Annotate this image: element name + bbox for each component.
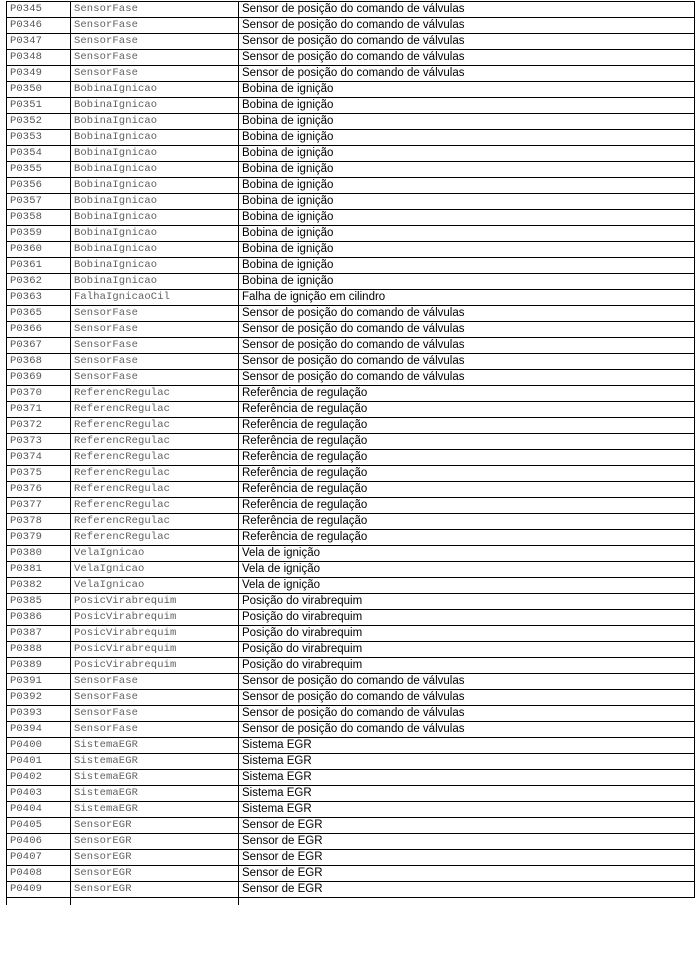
cell-description: Sistema EGR [239,786,695,802]
table-row [7,498,695,514]
cell-code: P0379 [7,530,71,546]
table-row [7,722,695,738]
cell-code: P0401 [7,754,71,770]
table-row [7,34,695,50]
table-row [7,98,695,114]
cell-code: P0368 [7,354,71,370]
cell-description: Sistema EGR [239,738,695,754]
cell-identifier: ReferencRegulac [71,498,239,514]
cell-code: P0345 [7,2,71,18]
cell-identifier: SistemaEGR [71,754,239,770]
table-row [7,370,695,386]
cell-code: P0371 [7,402,71,418]
cell-identifier: SensorEGR [71,818,239,834]
table-row [7,514,695,530]
cell-identifier: BobinaIgnicao [71,226,239,242]
table-row [7,306,695,322]
cell-code: P0405 [7,818,71,834]
table-row [7,770,695,786]
cell-description: Referência de regulação [239,450,695,466]
table-row [7,354,695,370]
cell-description: Posição do virabrequim [239,594,695,610]
cell-description: Sensor de posição do comando de válvulas [239,722,695,738]
cell-description: Sensor de posição do comando de válvulas [239,690,695,706]
cell-description: Bobina de ignição [239,258,695,274]
table-row [7,482,695,498]
cell-code: P0346 [7,18,71,34]
cell-description: Sensor de posição do comando de válvulas [239,50,695,66]
cell-identifier: SensorFase [71,50,239,66]
cell-identifier: SensorFase [71,34,239,50]
table-row [7,2,695,18]
cell-identifier: PosicVirabrequim [71,610,239,626]
table-row [7,834,695,850]
table-row [7,226,695,242]
cell-identifier: ReferencRegulac [71,418,239,434]
table-row [7,418,695,434]
table-row [7,706,695,722]
cell-identifier: PosicVirabrequim [71,594,239,610]
cell-identifier: SensorFase [71,322,239,338]
cell-identifier: SensorFase [71,306,239,322]
table-row [7,866,695,882]
cell-description: Bobina de ignição [239,194,695,210]
cell-identifier: VelaIgnicao [71,546,239,562]
cell-description: Referência de regulação [239,386,695,402]
table-row [7,754,695,770]
cell-description: Referência de regulação [239,498,695,514]
cell-code: P0348 [7,50,71,66]
cell-description: Referência de regulação [239,402,695,418]
cell-code: P0378 [7,514,71,530]
table-row [7,546,695,562]
cell-identifier: SensorFase [71,674,239,690]
cell-description: Sensor de posição do comando de válvulas [239,370,695,386]
cell-identifier: VelaIgnicao [71,562,239,578]
cell-code: P0374 [7,450,71,466]
table-row [7,562,695,578]
cell-identifier: BobinaIgnicao [71,98,239,114]
cell-description: Sensor de posição do comando de válvulas [239,354,695,370]
cell-code: P0407 [7,850,71,866]
cell-identifier: SensorFase [71,690,239,706]
cell-code: P0351 [7,98,71,114]
cell-description: Posição do virabrequim [239,626,695,642]
cell-description: Vela de ignição [239,546,695,562]
cell-identifier: SensorEGR [71,882,239,898]
cell-identifier: SensorFase [71,66,239,82]
cell-identifier: BobinaIgnicao [71,82,239,98]
table-row [7,690,695,706]
cell-identifier: ReferencRegulac [71,434,239,450]
table-row [7,114,695,130]
cell-description: Sensor de posição do comando de válvulas [239,338,695,354]
cell-code: P0403 [7,786,71,802]
cell-code: P0402 [7,770,71,786]
cell-identifier: PosicVirabrequim [71,626,239,642]
cell-identifier: ReferencRegulac [71,530,239,546]
cell-description: Bobina de ignição [239,82,695,98]
cell-code: P0356 [7,178,71,194]
cell-code: P0353 [7,130,71,146]
cell-code: P0358 [7,210,71,226]
table-row [7,434,695,450]
cell-identifier: VelaIgnicao [71,578,239,594]
table-row [7,594,695,610]
table-row [7,850,695,866]
cell-description: Vela de ignição [239,562,695,578]
cell-code: P0376 [7,482,71,498]
cell-code: P0404 [7,802,71,818]
cell-description: Referência de regulação [239,530,695,546]
table-row [7,338,695,354]
cell-code: P0406 [7,834,71,850]
cell-description: Sensor de EGR [239,866,695,882]
table-row [7,818,695,834]
table-row [7,386,695,402]
table-row [7,738,695,754]
cell-description: Bobina de ignição [239,274,695,290]
table-row [7,274,695,290]
cell-description: Referência de regulação [239,466,695,482]
cell-code: P0359 [7,226,71,242]
table-row [7,402,695,418]
table-row [7,290,695,306]
cell-description: Sensor de posição do comando de válvulas [239,322,695,338]
cell-code: P0354 [7,146,71,162]
cell-code: P0391 [7,674,71,690]
cell-code: P0362 [7,274,71,290]
cell-code: P0370 [7,386,71,402]
cell-code: P0408 [7,866,71,882]
table-row [7,18,695,34]
cell-code: P0393 [7,706,71,722]
cell-identifier: BobinaIgnicao [71,146,239,162]
cell-code: P0355 [7,162,71,178]
cell-code: P0357 [7,194,71,210]
cell-code [7,898,71,906]
cell-code: P0367 [7,338,71,354]
cell-description: Referência de regulação [239,514,695,530]
cell-identifier: BobinaIgnicao [71,258,239,274]
cell-description: Falha de ignição em cilindro [239,290,695,306]
table-row [7,194,695,210]
cell-identifier: SistemaEGR [71,786,239,802]
cell-identifier: BobinaIgnicao [71,130,239,146]
table-row [7,322,695,338]
cell-identifier: PosicVirabrequim [71,642,239,658]
cell-code: P0388 [7,642,71,658]
cell-description: Bobina de ignição [239,130,695,146]
cell-description: Sistema EGR [239,770,695,786]
cell-identifier: SensorFase [71,2,239,18]
cell-description: Referência de regulação [239,434,695,450]
cell-code: P0349 [7,66,71,82]
cell-identifier: SistemaEGR [71,770,239,786]
cell-description: Sensor de EGR [239,882,695,898]
table-row [7,162,695,178]
cell-description: Bobina de ignição [239,98,695,114]
cell-identifier: ReferencRegulac [71,386,239,402]
cell-description: Sensor de posição do comando de válvulas [239,706,695,722]
cell-description: Sensor de posição do comando de válvulas [239,674,695,690]
cell-identifier: SensorEGR [71,866,239,882]
table-row [7,258,695,274]
cell-identifier: PosicVirabrequim [71,658,239,674]
cell-identifier: SensorFase [71,722,239,738]
cell-code: P0365 [7,306,71,322]
cell-code: P0385 [7,594,71,610]
cell-code: P0394 [7,722,71,738]
cell-description: Bobina de ignição [239,162,695,178]
table-row-partial [7,898,695,906]
cell-description: Sensor de posição do comando de válvulas [239,34,695,50]
cell-code: P0366 [7,322,71,338]
cell-identifier: BobinaIgnicao [71,242,239,258]
table-row [7,674,695,690]
cell-description: Referência de regulação [239,482,695,498]
cell-identifier: SensorEGR [71,834,239,850]
cell-description: Sensor de posição do comando de válvulas [239,18,695,34]
table-row [7,50,695,66]
table-row [7,178,695,194]
cell-identifier: BobinaIgnicao [71,210,239,226]
cell-code: P0361 [7,258,71,274]
cell-description: Sensor de posição do comando de válvulas [239,306,695,322]
cell-identifier: SensorFase [71,370,239,386]
cell-identifier: SistemaEGR [71,802,239,818]
table-row [7,610,695,626]
cell-identifier: BobinaIgnicao [71,162,239,178]
cell-identifier: BobinaIgnicao [71,274,239,290]
cell-code: P0392 [7,690,71,706]
cell-code: P0381 [7,562,71,578]
cell-identifier: ReferencRegulac [71,514,239,530]
cell-description: Bobina de ignição [239,114,695,130]
cell-identifier: BobinaIgnicao [71,114,239,130]
table-row [7,658,695,674]
cell-description: Sensor de EGR [239,818,695,834]
cell-identifier: BobinaIgnicao [71,194,239,210]
cell-identifier: SensorFase [71,338,239,354]
cell-description: Sistema EGR [239,754,695,770]
cell-desc [239,898,695,906]
cell-description: Bobina de ignição [239,242,695,258]
table-row [7,530,695,546]
table-row [7,642,695,658]
cell-identifier: ReferencRegulac [71,466,239,482]
cell-code: P0373 [7,434,71,450]
cell-code: P0360 [7,242,71,258]
cell-description: Bobina de ignição [239,226,695,242]
table-row [7,66,695,82]
cell-code: P0350 [7,82,71,98]
cell-description: Bobina de ignição [239,146,695,162]
cell-description: Bobina de ignição [239,178,695,194]
cell-code: P0369 [7,370,71,386]
table-body [7,2,695,906]
table-row [7,146,695,162]
table-row [7,626,695,642]
cell-code: P0386 [7,610,71,626]
cell-identifier: SensorFase [71,18,239,34]
table-row [7,450,695,466]
table-row [7,210,695,226]
table-row [7,802,695,818]
cell-identifier: FalhaIgnicaoCil [71,290,239,306]
document-page [0,1,696,959]
cell-description: Sensor de posição do comando de válvulas [239,2,695,18]
table-row [7,130,695,146]
cell-description: Vela de ignição [239,578,695,594]
cell-identifier: SistemaEGR [71,738,239,754]
cell-description: Bobina de ignição [239,210,695,226]
table-row [7,578,695,594]
cell-code: P0380 [7,546,71,562]
cell-description: Posição do virabrequim [239,658,695,674]
table-row [7,882,695,898]
cell-description: Referência de regulação [239,418,695,434]
cell-code: P0389 [7,658,71,674]
cell-identifier: SensorEGR [71,850,239,866]
cell-code: P0347 [7,34,71,50]
cell-identifier: BobinaIgnicao [71,178,239,194]
cell-code: P0409 [7,882,71,898]
fault-code-table [6,1,695,905]
cell-description: Posição do virabrequim [239,610,695,626]
cell-code: P0363 [7,290,71,306]
cell-name [71,898,239,906]
cell-identifier: SensorFase [71,354,239,370]
table-row [7,242,695,258]
cell-code: P0400 [7,738,71,754]
table-row [7,466,695,482]
cell-identifier: ReferencRegulac [71,402,239,418]
cell-code: P0382 [7,578,71,594]
cell-description: Sensor de EGR [239,850,695,866]
table-row [7,82,695,98]
cell-code: P0375 [7,466,71,482]
cell-code: P0377 [7,498,71,514]
cell-identifier: ReferencRegulac [71,482,239,498]
cell-description: Posição do virabrequim [239,642,695,658]
cell-code: P0352 [7,114,71,130]
cell-description: Sensor de posição do comando de válvulas [239,66,695,82]
cell-description: Sistema EGR [239,802,695,818]
cell-description: Sensor de EGR [239,834,695,850]
cell-identifier: SensorFase [71,706,239,722]
cell-code: P0372 [7,418,71,434]
cell-code: P0387 [7,626,71,642]
cell-identifier: ReferencRegulac [71,450,239,466]
table-row [7,786,695,802]
